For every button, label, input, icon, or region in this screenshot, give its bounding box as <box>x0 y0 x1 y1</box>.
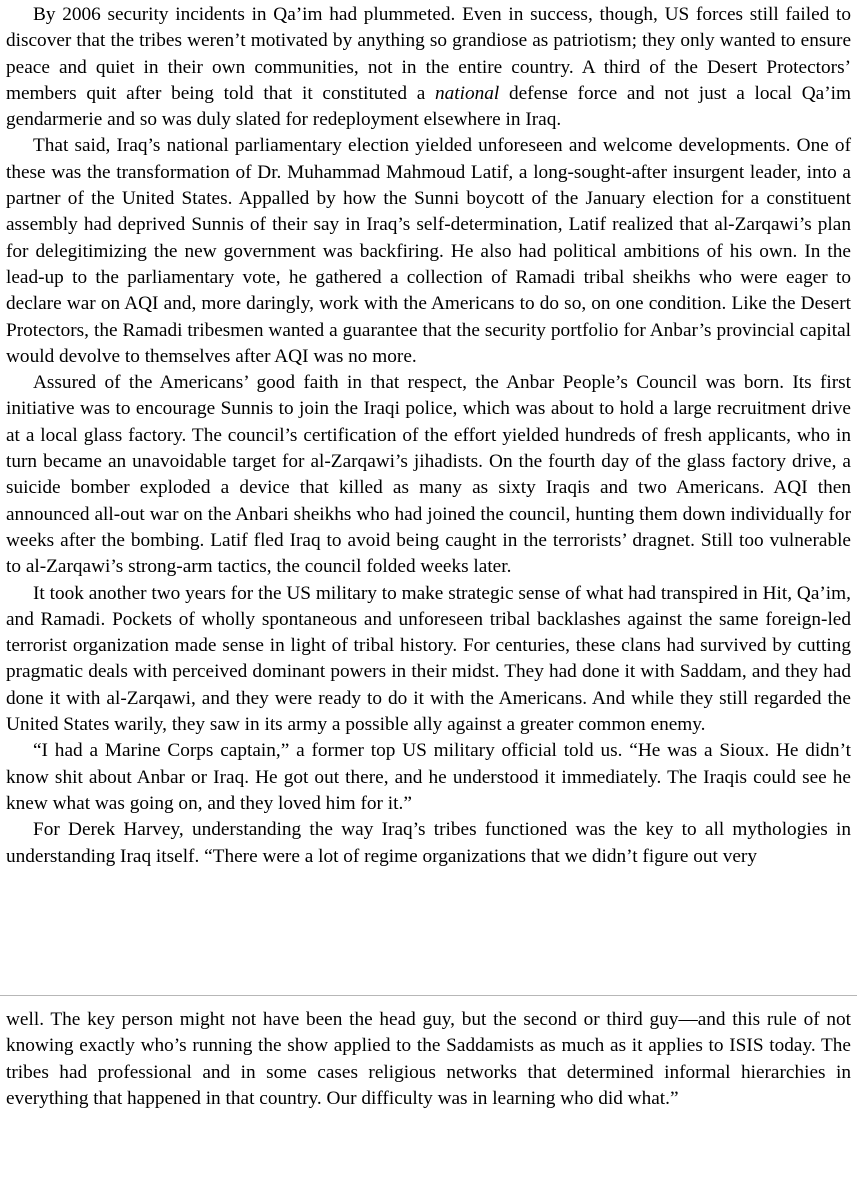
paragraph-6: For Derek Harvey, understanding the way Iraq’s tribes functioned was the key to all mythologies in understanding Iraq itself. “There were a lot of regime organizations that we didn’t figure out very <box>6 819 851 867</box>
paragraph-continuation: well. The key person might not have been the head guy, but the second or third guy—and this rule of not knowing exactly who’s running the show applied to the Saddamists as much as it applies to ISIS today. The tribes had professional and in some cases religious networks that determined informal hierarchies in everything that happened in that country. Our difficulty was in learning who did what.” <box>6 1009 851 1109</box>
page-body-bottom <box>6 1007 851 1112</box>
paragraph-1 <box>6 2 851 133</box>
emphasis-national: national <box>434 82 500 104</box>
page-body-top <box>6 2 851 870</box>
paragraph-1-text-b: defense force and not just a local Qa’im gendarmerie and so was duly slated for redeployment elsewhere in Iraq. <box>6 82 851 131</box>
paragraph-5: “I had a Marine Corps captain,” a former top US military official told us. “He was a Sioux. He didn’t know shit about Anbar or Iraq. He got out there, and he understood it immediately. The Iraqis could see he knew what was going on, and they loved him for it.” <box>6 740 851 814</box>
paragraph-4: It took another two years for the US military to make strategic sense of what had transpired in Hit, Qa’im, and Ramadi. Pockets of wholly spontaneous and unforeseen tribal backlashes against the same foreign-led terrorist organization made sense in light of tribal history. For centuries, these clans had survived by cutting pragmatic deals with perceived dominant powers in their midst. They had done it with Saddam, and they had done it with al-Zarqawi, and they were ready to do it with the Americans. And while they still regarded the United States warily, they saw in its army a possible ally against a greater common enemy. <box>6 582 851 736</box>
paragraph-2: That said, Iraq’s national parliamentary election yielded unforeseen and welcome developments. One of these was the transformation of Dr. Muhammad Mahmoud Latif, a long-sought-after insurgent leader, into a partner of the United States. Appalled by how the Sunni boycott of the January election for a constituent assembly had deprived Sunnis of their say in Iraq’s self-determination, Latif realized that al-Zarqawi’s plan for delegitimizing the new government was backfiring. He also had political ambitions of his own. In the lead-up to the parliamentary vote, he gathered a collection of Ramadi tribal sheikhs who were eager to declare war on AQI and, more daringly, work with the Americans to do so, on one condition. Like the Desert Protectors, the Ramadi tribesmen wanted a guarantee that the security portfolio for Anbar’s provincial capital would devolve to themselves after AQI was no more. <box>6 135 851 367</box>
paragraph-3: Assured of the Americans’ good faith in that respect, the Anbar People’s Council was born. Its first initiative was to encourage Sunnis to join the Iraqi police, which was about to hold a large recruitment drive at a local glass factory. The council’s certification of the effort yielded hundreds of fresh applicants, who in turn became an unavoidable target for al-Zarqawi’s jihadists. On the fourth day of the glass factory drive, a suicide bomber exploded a device that killed as many as sixty Iraqis and two Americans. AQI then announced all-out war on the Anbari sheikhs who had joined the council, hunting them down individually for weeks after the bombing. Latif fled Iraq to avoid being caught in the terrorists’ dragnet. Still too vulnerable to al-Zarqawi’s strong-arm tactics, the council folded weeks later. <box>6 372 851 578</box>
paragraph-1-text-a: By 2006 security incidents in Qa’im had plummeted. Even in success, though, US forces still failed to discover that the tribes weren’t motivated by anything so grandiose as patriotism; they only wanted to ensure peace and quiet in their own communities, not in the entire country. A third of the Desert Protectors’ members quit after being told that it constituted a <box>6 4 851 104</box>
page-break-divider <box>0 995 857 996</box>
